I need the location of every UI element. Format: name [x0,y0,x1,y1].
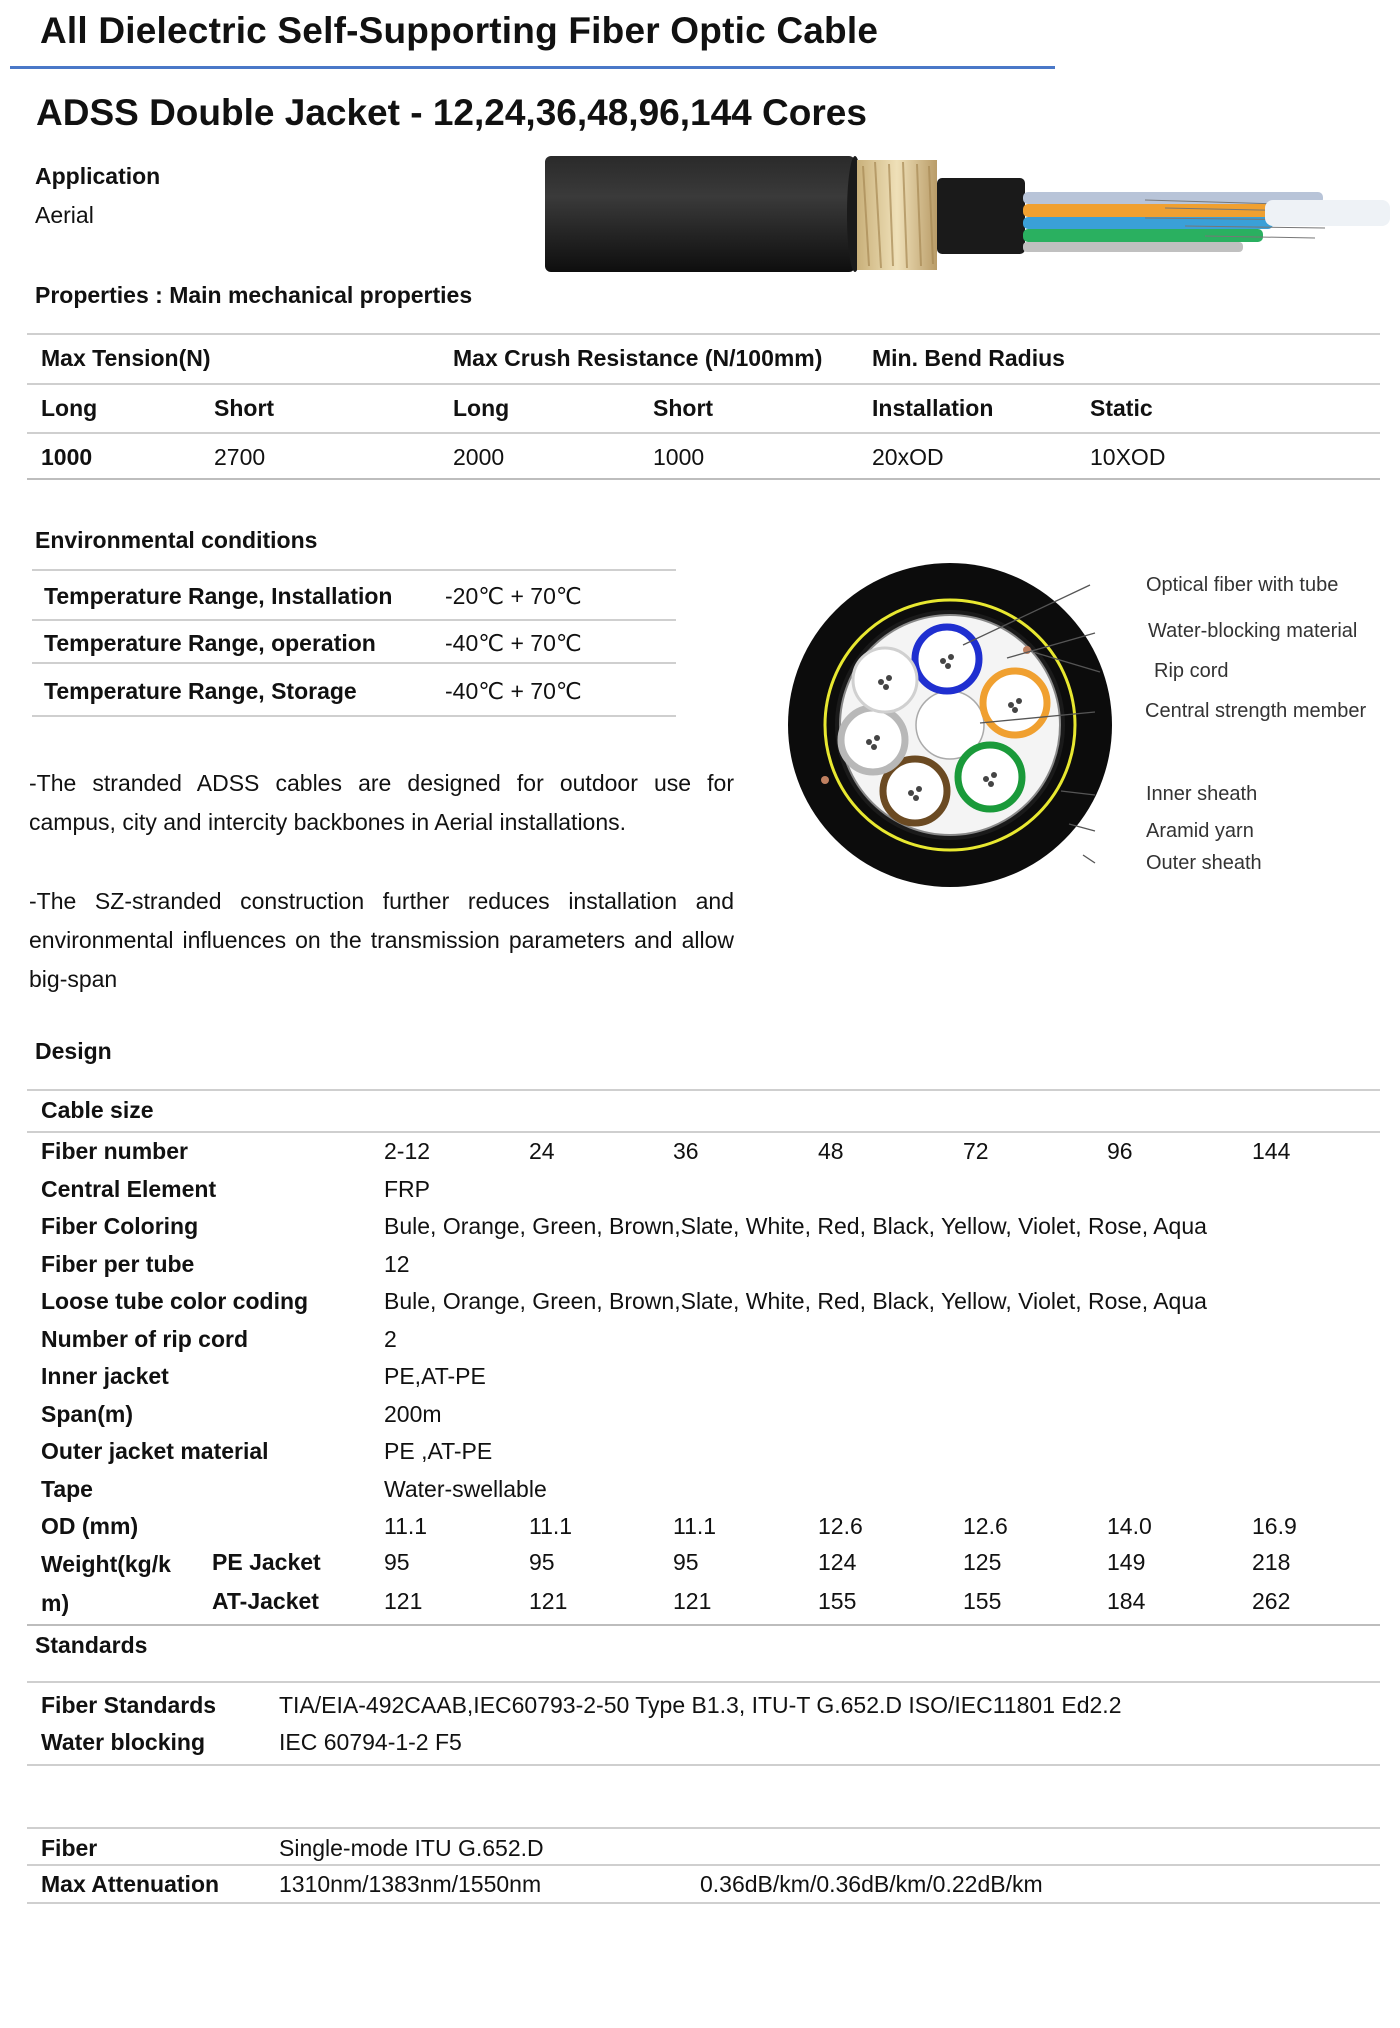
description-paragraph-2: -The SZ-stranded construction further reduces installation and environmental influences on the transmission parameters and allow big-span [29,888,734,992]
fiber-standards-label: Fiber Standards [41,1692,217,1718]
fiber-standards-value: TIA/EIA-492CAAB,IEC60793-2-50 Type B1.3, ITU-T G.652.D ISO/IEC11801 Ed2.2 [279,1692,1122,1718]
env-label-storage: Temperature Range, Storage [44,678,357,704]
at-weight-value: 121 [529,1588,568,1614]
rip-cord-count-label: Number of rip cord [41,1326,249,1352]
pe-weight-value: 218 [1252,1549,1291,1575]
cable-cross-section-diagram [765,555,1395,895]
max-crush-header: Max Crush Resistance (N/100mm) [453,345,823,371]
od-value: 11.1 [673,1513,717,1539]
max-attenuation-label: Max Attenuation [41,1871,220,1897]
at-weight-value: 121 [673,1588,712,1614]
divider [27,1131,1380,1133]
description-paragraph-1: -The stranded ADSS cables are designed for outdoor use for campus, city and intercity backbones in Aerial installations. [29,770,734,835]
divider [27,432,1380,434]
design-heading: Design [35,1038,112,1064]
divider [27,1864,1380,1866]
cable-size-label: Cable size [41,1097,154,1123]
fiber-per-tube-label: Fiber per tube [41,1251,195,1277]
at-weight-value: 155 [963,1588,1002,1614]
water-blocking-value: IEC 60794-1-2 F5 [279,1729,462,1755]
bend-static-header: Static [1090,395,1153,421]
crush-short-header: Short [653,395,714,421]
bend-installation-value: 20xOD [872,444,944,470]
tension-long-header: Long [41,395,98,421]
at-weight-value: 121 [384,1588,423,1614]
span-value: 200m [384,1401,442,1427]
tape-value: Water-swellable [384,1476,547,1502]
fiber-number-label: Fiber number [41,1138,188,1164]
tape-label: Tape [41,1476,93,1502]
bend-static-value: 10XOD [1090,444,1166,470]
pe-weight-value: 149 [1107,1549,1146,1575]
standards-heading: Standards [35,1632,148,1658]
tension-short-value: 2700 [214,444,266,470]
loose-tube-color-label: Loose tube color coding [41,1288,309,1314]
fiber-per-tube-value: 12 [384,1251,410,1277]
env-value-operation: -40℃ + 70℃ [445,630,582,656]
pe-weight-value: 95 [673,1549,699,1575]
inner-jacket-value: PE,AT-PE [384,1363,486,1389]
label-outer-sheath: Outer sheath [1146,852,1262,874]
divider [27,478,1380,480]
attenuation-values: 0.36dB/km/0.36dB/km/0.22dB/km [700,1871,1043,1897]
at-weight-value: 262 [1252,1588,1291,1614]
title-rule [10,66,1055,69]
pe-weight-value: 95 [384,1549,410,1575]
document-title: All Dielectric Self-Supporting Fiber Optic Cable [40,10,879,51]
environment-heading: Environmental conditions [35,527,318,553]
pe-jacket-label: PE Jacket [212,1549,321,1575]
pe-weight-value: 124 [818,1549,857,1575]
od-value: 11.1 [384,1513,428,1539]
fiber-value: Single-mode ITU G.652.D [279,1835,544,1861]
env-value-storage: -40℃ + 70℃ [445,678,582,704]
at-jacket-label: AT-Jacket [212,1588,319,1614]
application-value: Aerial [35,202,94,228]
loose-tube-color-value: Bule, Orange, Green, Brown,Slate, White, Red, Black, Yellow, Violet, Rose, Aqua [384,1288,1207,1314]
label-water-blocking: Water-blocking material [1148,620,1358,642]
od-value: 12.6 [963,1513,1008,1539]
divider [27,1827,1380,1829]
span-label: Span(m) [41,1401,133,1427]
od-value: 16.9 [1252,1513,1297,1539]
document-subtitle: ADSS Double Jacket - 12,24,36,48,96,144 Cores [36,92,867,133]
tension-short-header: Short [214,395,275,421]
bend-installation-header: Installation [872,395,994,421]
divider [27,1902,1380,1904]
fiber-number-value: 24 [529,1138,555,1164]
fiber-number-value: 36 [673,1138,699,1164]
label-aramid-yarn: Aramid yarn [1146,820,1254,842]
divider [27,1624,1380,1626]
crush-long-header: Long [453,395,510,421]
central-element-value: FRP [384,1176,430,1202]
label-optical-fiber: Optical fiber with tube [1146,574,1339,596]
divider [32,662,676,664]
label-rip-cord: Rip cord [1154,660,1229,682]
properties-heading: Properties : Main mechanical properties [35,282,473,308]
outer-jacket-label: Outer jacket material [41,1438,269,1464]
pe-weight-value: 125 [963,1549,1002,1575]
od-value: 12.6 [818,1513,863,1539]
env-label-installation: Temperature Range, Installation [44,583,393,609]
weight-label-unit: m) [41,1590,70,1616]
env-label-operation: Temperature Range, operation [44,630,376,656]
fiber-number-value: 48 [818,1138,844,1164]
od-value: 11.1 [529,1513,573,1539]
divider [27,1764,1380,1766]
od-value: 14.0 [1107,1513,1152,1539]
label-central-strength: Central strength member [1145,700,1367,722]
od-label: OD (mm) [41,1513,139,1539]
fiber-coloring-label: Fiber Coloring [41,1213,199,1239]
fiber-coloring-value: Bule, Orange, Green, Brown,Slate, White, Red, Black, Yellow, Violet, Rose, Aqua [384,1213,1207,1239]
fiber-label: Fiber [41,1835,98,1861]
inner-jacket-label: Inner jacket [41,1363,169,1389]
at-weight-value: 184 [1107,1588,1146,1614]
divider [27,333,1380,335]
fiber-number-value: 72 [963,1138,989,1164]
outer-jacket-value: PE ,AT-PE [384,1438,493,1464]
divider [27,1681,1380,1683]
divider [27,1089,1380,1091]
crush-long-value: 2000 [453,444,505,470]
min-bend-header: Min. Bend Radius [872,345,1065,371]
crush-short-value: 1000 [653,444,705,470]
central-element-label: Central Element [41,1176,217,1202]
cable-side-photo [545,148,1395,283]
at-weight-value: 155 [818,1588,857,1614]
fiber-number-value: 2-12 [384,1138,431,1164]
weight-label: Weight(kg/k [41,1551,171,1577]
application-heading: Application [35,163,161,189]
max-tension-header: Max Tension(N) [41,345,211,371]
pe-weight-value: 95 [529,1549,555,1575]
rip-cord-count-value: 2 [384,1326,397,1352]
label-inner-sheath: Inner sheath [1146,783,1258,805]
divider [32,569,676,571]
divider [32,619,676,621]
attenuation-wavelengths: 1310nm/1383nm/1550nm [279,1871,542,1897]
env-value-installation: -20℃ + 70℃ [445,583,582,609]
divider [32,715,676,717]
tension-long-value: 1000 [41,444,93,470]
water-blocking-label: Water blocking [41,1729,205,1755]
divider [27,383,1380,385]
fiber-number-value: 96 [1107,1138,1133,1164]
fiber-number-value: 144 [1252,1138,1291,1164]
